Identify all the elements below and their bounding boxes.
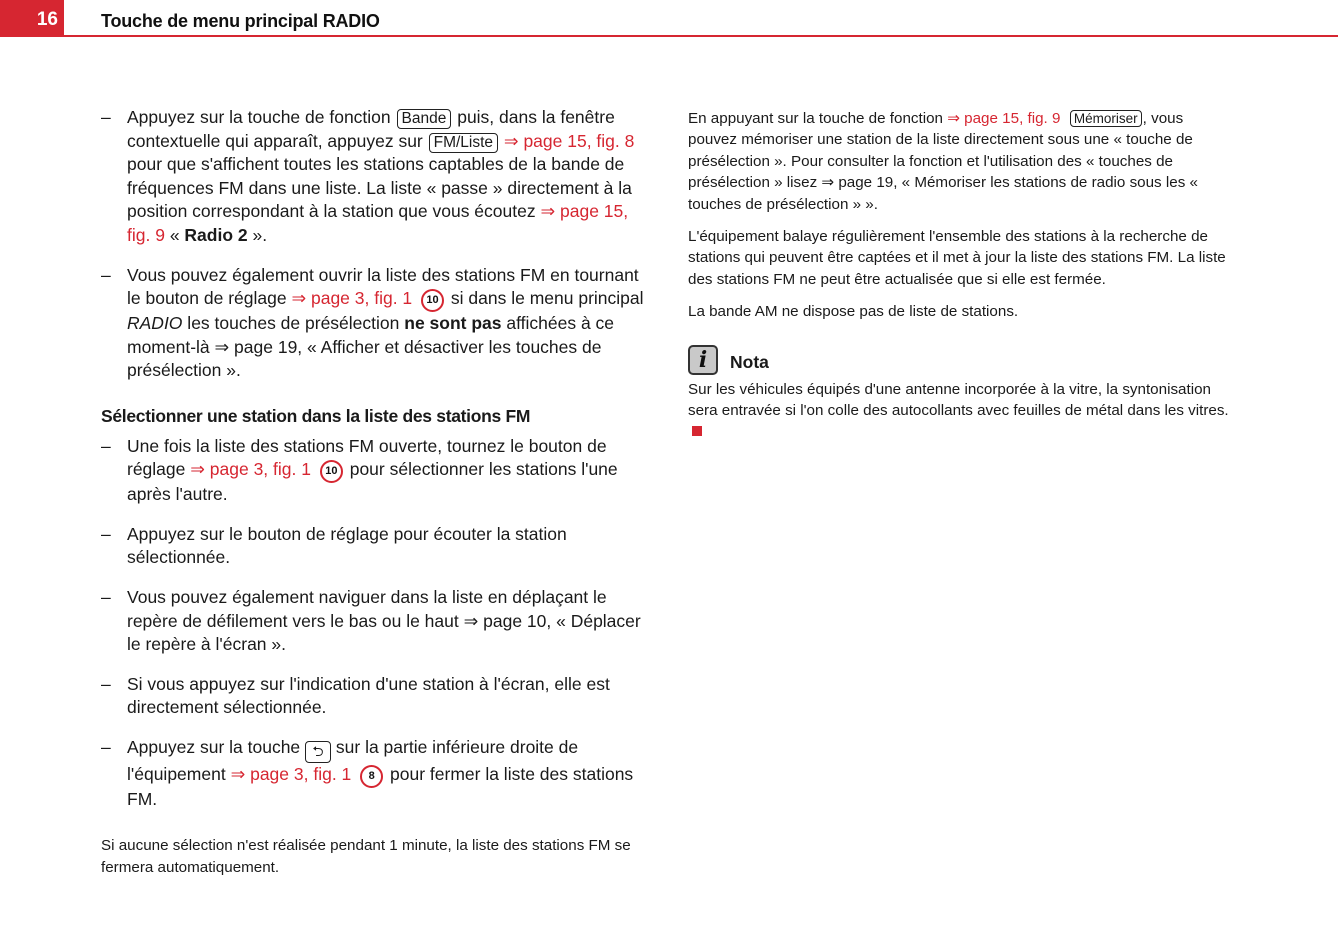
nota-label: Nota — [730, 351, 769, 372]
callout-number-badge: 8 — [360, 765, 383, 788]
paragraph — [688, 108, 1233, 215]
page-reference-link[interactable]: ⇒ page 15, fig. 9 — [947, 110, 1061, 127]
info-icon — [688, 345, 718, 375]
list-item — [101, 736, 646, 812]
text: ». — [247, 224, 268, 245]
bullet-dash: – — [101, 107, 111, 127]
text: Si vous appuyez sur l'indication d'une station à l'écran, elle est directement sélectionnée. — [127, 673, 610, 718]
bullet-dash: – — [101, 523, 111, 544]
nota-text — [688, 379, 1233, 443]
text: puis, dans la fenêtre contextuelle qui apparaît, appuyez sur — [127, 107, 615, 151]
bullet-dash: – — [101, 435, 111, 456]
end-of-section-marker — [692, 426, 702, 436]
list-item — [101, 435, 646, 507]
list-item — [101, 106, 646, 248]
list-item — [101, 673, 646, 720]
page-reference-link[interactable]: ⇒ page 15, fig. 9 — [127, 201, 629, 245]
text: « — [164, 224, 185, 245]
text: pour fermer la liste des stations FM. — [127, 763, 634, 809]
bullet-dash: – — [101, 264, 111, 285]
page-reference-link[interactable]: ⇒ page 3, fig. 1 — [190, 459, 311, 480]
emphasis: ne sont pas — [404, 313, 502, 334]
station-name: Radio 2 — [184, 224, 248, 245]
text: , vous pouvez mémoriser une station de la liste directement sous une « touche de présélection ». Pour consulter la fonction et l'utilisation des « touches de présélection » lisez ⇒ page 19, « Mémoriser les stations de radio sous les « touches de présélection » ». — [688, 110, 1198, 213]
bullet-dash: – — [101, 673, 111, 694]
right-column — [688, 108, 1233, 454]
nota-header — [688, 345, 1233, 375]
page-reference-link[interactable]: ⇒ page 15, fig. 8 — [499, 130, 635, 151]
list-item — [101, 523, 646, 570]
key-memoriser: Mémoriser — [1070, 110, 1142, 127]
text: si dans le menu principal — [446, 288, 644, 309]
callout-number-badge: 10 — [421, 289, 444, 312]
bullet-dash: – — [101, 586, 111, 607]
text: Vous pouvez également ouvrir la liste des stations FM en tournant le bouton de réglage — [127, 264, 639, 309]
callout-number-badge: 10 — [320, 460, 343, 483]
left-column — [101, 106, 646, 878]
page-number: 16 — [36, 9, 58, 30]
page-reference-link[interactable]: ⇒ page 3, fig. 1 — [291, 288, 413, 309]
page-reference-link[interactable]: ⇒ page 3, fig. 1 — [230, 763, 352, 784]
text: En appuyant sur la touche de fonction — [688, 110, 948, 127]
key-bande: Bande — [397, 109, 452, 129]
text: pour que s'affichent toutes les stations captables de la bande de fréquences FM dans une liste. La liste « passe » directement à la position correspondant à la station que vous écoutez — [127, 154, 632, 222]
page-title: Touche de menu principal RADIO — [101, 11, 380, 31]
text: Sur les véhicules équipés d'une antenne incorporée à la vitre, la syntonisation sera entravée si l'on colle des autocollants avec feuilles de métal dans les vitres. — [688, 380, 1229, 420]
text: Appuyez sur le bouton de réglage pour écouter la station sélectionnée. — [127, 523, 567, 568]
text: les touches de présélection — [182, 313, 405, 334]
bullet-dash: – — [101, 736, 111, 757]
info-glyph: i — [698, 346, 708, 373]
text: Vous pouvez également naviguer dans la liste en déplaçant le repère de défilement vers le bas ou le haut ⇒ page 10, « Déplacer le repère à l'écran ». — [127, 586, 641, 655]
menu-name: RADIO — [127, 313, 183, 334]
text: Appuyez sur la touche de fonction — [127, 107, 396, 127]
text: sur la partie inférieure droite de l'équipement — [127, 736, 579, 784]
list-item — [101, 264, 646, 383]
back-arrow-icon: ⮌ — [305, 741, 331, 763]
header-divider — [64, 35, 1338, 37]
paragraph: L'équipement balaye régulièrement l'ensemble des stations à la recherche de stations qui peuvent être captées et il met à jour la liste des stations FM. La liste des stations FM ne peut être actualisée que si elle est fermée. — [688, 228, 1226, 288]
paragraph: La bande AM ne dispose pas de liste de stations. — [688, 303, 1019, 321]
footnote: Si aucune sélection n'est réalisée pendant 1 minute, la liste des stations FM se fermera automatiquement. — [101, 837, 631, 876]
text: affichées à ce moment-là ⇒ page 19, « Afficher et désactiver les touches de présélection ». — [127, 313, 615, 381]
list-item — [101, 586, 646, 657]
key-fm-liste: FM/Liste — [429, 133, 498, 153]
section-heading: Sélectionner une station dans la liste des stations FM — [101, 405, 531, 426]
page-number-tab — [0, 0, 64, 37]
text: pour sélectionner les stations l'une après l'autre. — [127, 459, 618, 505]
text: Une fois la liste des stations FM ouverte, tournez le bouton de réglage — [127, 435, 607, 480]
text: Appuyez sur la touche — [127, 736, 306, 757]
